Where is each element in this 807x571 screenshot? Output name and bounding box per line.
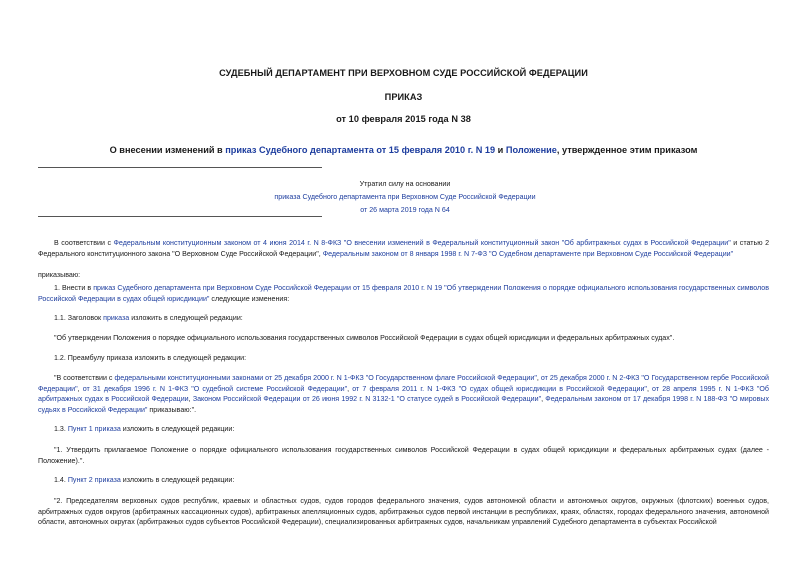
bottom-divider (38, 216, 322, 217)
p1-link-fkz-8[interactable]: Федеральным конституционным законом от 4 июня 2014 г. N 8-ФКЗ "О внесении изменений в Федеральный конституционный закон "Об арбитражных судах в Российской Федерации" (113, 239, 731, 247)
p8-text-1: 1.3. (54, 425, 68, 433)
lapse-link-date[interactable]: от 26 марта 2019 года N 64 (360, 206, 450, 214)
p7-text-3: , (77, 384, 83, 393)
p7-text-8: приказываю:". (147, 405, 197, 414)
p7-text-7: , (541, 395, 546, 404)
p7-link-coat-of-arms[interactable]: от 25 декабря 2000 г. N 2-ФКЗ "О Государственном гербе Российской Федерации" (38, 374, 769, 393)
title-text-mid: и (495, 145, 506, 155)
p7-text-6: , (188, 395, 193, 404)
p10-link-point-2[interactable]: Пункт 2 приказа (67, 476, 121, 484)
paragraph-item-1-3 (38, 424, 769, 435)
p3-text-1: 1. Внести в (54, 284, 94, 292)
paragraph-item-1-4 (38, 475, 769, 486)
p10-text-2: изложить в следующей редакции: (120, 476, 235, 484)
paragraph-item-1-2: 1.2. Преамбулу приказа изложить в следующей редакции: (54, 354, 247, 362)
top-divider (38, 167, 322, 168)
document-type: ПРИКАЗ (384, 92, 423, 102)
p3-link-order-19[interactable]: приказ Судебного департамента при Верховном Суде Российской Федерации от 15 февраля 2010 г. N 19 "Об утверждении Положения о порядке официального использования государственных символов Российской Федерации в судах общей юрисдикции" (38, 284, 769, 303)
document-title (0, 145, 807, 155)
p7-link-arbitration-courts[interactable]: от 28 апреля 1995 г. N 1-ФКЗ "Об арбитражных судах в Российской Федерации (38, 384, 769, 404)
paragraph-item-1 (38, 283, 769, 304)
paragraph-new-point-2: "2. Председателям верховных судов республик, краевых и областных судов, судов городов федерального значения, судов автономной области и автономных округов, окружных (флотских) военных судов, арбитражных судов округов (арбитражных кассационных судов), арбитражных апелляционных судов, арбитражных судов первой инстанции в республиках, краях, областях, городах федерального значения, автономной области, автономных округах (арбитражных судов субъектов Российской Федерации), специализированных арбитражных судов, начальникам управлений Судебного департамента в субъектах Российской (38, 497, 769, 527)
document-date: от 10 февраля 2015 года N 38 (336, 114, 471, 124)
paragraph-new-preamble (38, 373, 769, 415)
lapse-link-order[interactable]: приказа Судебного департамента при Верховном Суде Российской Федерации (274, 193, 536, 201)
p7-link-judicial-system[interactable]: от 31 декабря 1996 г. N 1-ФКЗ "О судебной системе Российской Федерации" (82, 384, 348, 393)
p4-text-2: изложить в следующей редакции: (129, 314, 243, 322)
lapse-line-1: Утратил силу на основании (359, 180, 451, 188)
p3-text-2: следующие изменения: (209, 294, 290, 303)
title-text-post: , утвержденное этим приказом (556, 145, 698, 155)
p7-link-flag[interactable]: федеральными конституционными законами от 25 декабря 2000 г. N 1-ФКЗ "О Государственном флаге Российской Федерации" (114, 374, 537, 382)
paragraph-order-word: приказываю: (38, 271, 81, 279)
p7-link-magistrates[interactable]: Федеральным законом от 17 декабря 1998 г. N 188-ФЗ "О мировых судьях в Российской Федерации" (38, 395, 769, 414)
p8-link-point-1[interactable]: Пункт 1 приказа (67, 425, 121, 433)
p4-text-1: 1.1. Заголовок (54, 314, 104, 322)
p4-link-order[interactable]: приказа (103, 314, 130, 322)
p7-link-judges-status[interactable]: Законом Российской Федерации от 26 июня 1992 г. N 3132-1 "О статусе судей в Российской Федерации" (192, 395, 542, 404)
issuing-authority: СУДЕБНЫЙ ДЕПАРТАМЕНТ ПРИ ВЕРХОВНОМ СУДЕ РОССИЙСКОЙ ФЕДЕРАЦИИ (219, 68, 588, 78)
p10-text-1: 1.4. (54, 476, 68, 484)
p1-text-3: , (318, 249, 323, 258)
paragraph-new-point-1: "1. Утвердить прилагаемое Положение о порядке официального использования государственных символов Российской Федерации в судах общей юрисдикции и федеральных арбитражных судах (далее - Положение).". (38, 446, 769, 465)
p1-link-fz-7[interactable]: Федеральным законом от 8 января 1998 г. N 7-ФЗ "О Судебном департаменте при Верховном Суде Российской Федерации" (322, 249, 734, 258)
p7-text-2: , (536, 374, 541, 382)
paragraph-new-heading: "Об утверждении Положения о порядке официального использования государственных символов Российской Федерации в судах общей юрисдикции и федеральных арбитражных судах". (54, 334, 675, 342)
p1-text-2: и статью 2 Федерального конституционного закона "О Верховном Суде Российской Федерации" (38, 239, 770, 258)
lapse-note (255, 178, 555, 217)
p7-link-general-courts[interactable]: от 7 февраля 2011 г. N 1-ФКЗ "О судах общей юрисдикции в Российской Федерации" (352, 384, 647, 393)
paragraph-preamble (38, 238, 769, 259)
p7-text-5: , (646, 384, 653, 393)
p7-text-1: "В соответствии с (54, 374, 115, 382)
paragraph-item-1-1 (38, 313, 769, 324)
p7-text-4: , (347, 384, 353, 393)
p1-text-1: В соответствии с (54, 239, 114, 247)
p8-text-2: изложить в следующей редакции: (120, 425, 235, 433)
title-link-order[interactable]: приказ Судебного департамента от 15 февраля 2010 г. N 19 (225, 145, 496, 155)
title-text-pre: О внесении изменений в (109, 145, 226, 155)
title-link-regulation[interactable]: Положение (505, 145, 557, 155)
